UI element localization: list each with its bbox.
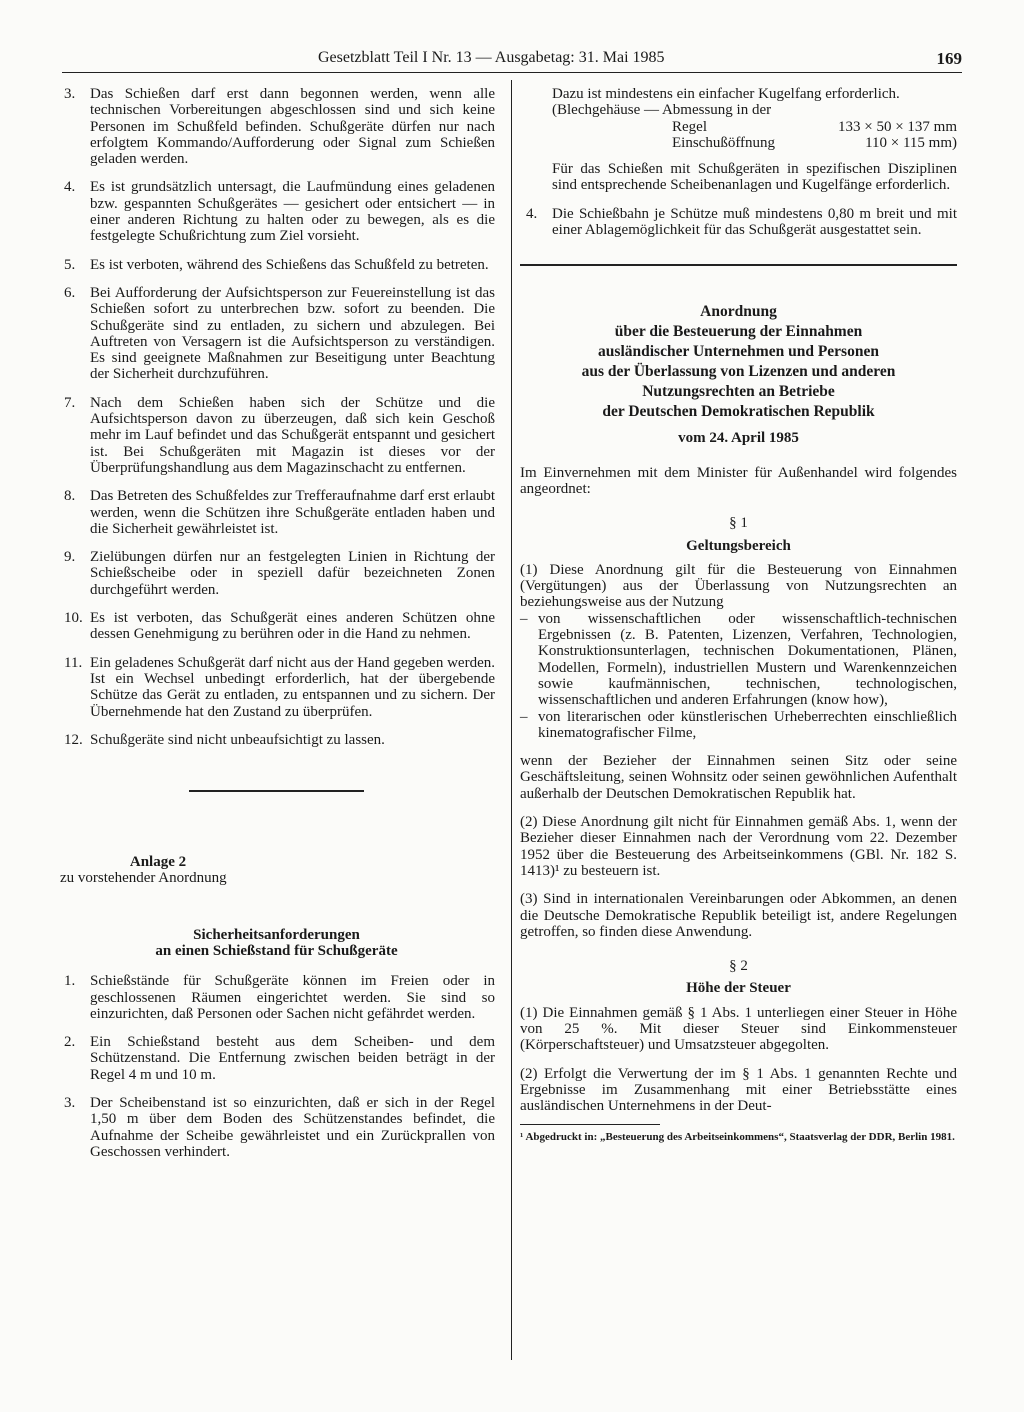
list-item xyxy=(58,285,495,383)
item-text: Ein Schießstand besteht aus dem Scheiben- und dem Schützenstand. Die Entfernung zwischen beiden beträgt in der Regel 4 m und 10 m. xyxy=(90,1034,495,1083)
item-text: Der Scheibenstand ist so einzurichten, daß er sich in der Regel 1,50 m über dem Boden des Schützenstandes befindet, die Aufnahme der Scheibe gewährleistet und ein Zurückprallen von Geschossen verhindert. xyxy=(90,1095,495,1160)
section-2-paragraph-2: (2) Erfolgt die Verwertung der im § 1 Abs. 1 genannten Rechte und Ergebnisse im Zusammenhang mit einer Betriebsstätte eines ausländischen Unternehmens in der Deut- xyxy=(520,1065,957,1115)
dimensions-block xyxy=(520,102,957,151)
list-item xyxy=(58,610,495,643)
kugelfang-intro: Dazu ist mindestens ein einfacher Kugelfang erforderlich. xyxy=(552,86,900,102)
item-number: 12. xyxy=(64,731,83,748)
item-number: 4. xyxy=(64,179,76,196)
list-item xyxy=(58,488,495,537)
list-item xyxy=(58,1095,495,1160)
item-number: 11. xyxy=(64,654,83,671)
list-item xyxy=(58,732,495,748)
right-column xyxy=(520,86,957,1143)
requirements-list xyxy=(58,973,495,1160)
list-item xyxy=(58,395,495,476)
title-line: über die Besteuerung der Einnahmen xyxy=(614,323,863,341)
section-1-symbol: § 1 xyxy=(729,515,748,532)
left-column xyxy=(58,86,495,1172)
section-title-line-1: Sicherheitsanforderungen xyxy=(193,926,360,943)
item-number: 6. xyxy=(64,284,76,301)
section-2-paragraph-1: (1) Die Einnahmen gemäß § 1 Abs. 1 unterliegen einer Steuer in Höhe von 25 %. Mit dieser Steuer sind Einkommensteuer (Körperschaftsteuer) und Umsatzsteuer abgegolten. xyxy=(520,1004,957,1054)
title-line: Anordnung xyxy=(700,303,777,321)
item-number: 9. xyxy=(64,549,76,566)
item-text: Es ist verboten, während des Schießens das Schußfeld zu betreten. xyxy=(90,256,489,273)
footnote-rule xyxy=(520,1124,660,1125)
section-2-heading: Höhe der Steuer xyxy=(686,980,791,997)
rules-list xyxy=(58,86,495,748)
list-item xyxy=(58,257,495,273)
anlage-subtitle: zu vorstehender Anordnung xyxy=(60,870,227,887)
dash-marker: – xyxy=(520,708,528,725)
ordinance-title xyxy=(520,302,957,422)
header-title: Gesetzblatt Teil I Nr. 13 — Ausgabetag: 31. Mai 1985 xyxy=(318,49,665,66)
item-number: 1. xyxy=(64,973,76,990)
item-text: Es ist verboten, das Schußgerät eines anderen Schützen ohne dessen Genehmigung zu berühren oder in die Hand zu nehmen. xyxy=(90,610,495,643)
item-number: 3. xyxy=(64,1095,76,1112)
dash-text-2: von literarischen oder künstlerischen Urheberrechten einschließlich kinematografischer Filme, xyxy=(538,708,957,741)
title-line: aus der Überlassung von Lizenzen und anderen xyxy=(581,363,896,381)
ordinance-date: vom 24. April 1985 xyxy=(678,430,799,447)
title-line: der Deutschen Demokratischen Republik xyxy=(602,403,875,421)
special-disciplines-text: Für das Schießen mit Schußgeräten in spezifischen Disziplinen sind entsprechende Scheibenanlagen und Kugelfänge erforderlich. xyxy=(552,161,957,194)
list-item xyxy=(58,973,495,1022)
item-number: 8. xyxy=(64,488,76,505)
item-number: 3. xyxy=(64,86,76,102)
title-line: Nutzungsrechten an Betriebe xyxy=(642,383,835,401)
item-text: Schießstände für Schußgeräte können im Freien oder in geschlossenen Räumen eingerichtet werden. Sie sind so einzurichten, daß Personen oder Sachen nicht gefährdet werden. xyxy=(90,973,495,1022)
section-1-paragraph-3: (3) Sind in internationalen Vereinbarungen oder Abkommen, an denen die Deutsche Demokratische Republik beteiligt ist, andere Regelungen getroffen, so finden diese Anwendung. xyxy=(520,891,957,940)
item-number: 10. xyxy=(64,610,83,627)
item-text: Es ist grundsätzlich untersagt, die Laufmündung eines geladenen bzw. gespannten Schußgerätes — gesichert oder entsichert — in einer anderen Richtung zu halten oder zu bewegen, als es die festgelegte Schußrichtung zum Ziel vorsieht. xyxy=(90,179,495,245)
item-text: Das Schießen darf erst dann begonnen werden, wenn alle technischen Vorbereitungen abgeschlossen sind und sich keine Personen im Schußfeld befinden. Schußgeräte dürfen nur nach erfolgtem Kommando/Aufforderung oder Signal zum Schießen geladen werden. xyxy=(90,86,495,168)
item-text: Die Schießbahn je Schütze muß mindestens 0,80 m breit und mit einer Ablagemöglichkeit für das Schußgerät ausgestattet sein. xyxy=(552,205,957,239)
item-text: Ein geladenes Schußgerät darf nicht aus der Hand gegeben werden. Ist ein Wechsel unbedingt erforderlich, hat der übergebende Schütze das Gerät zu entladen, zu entspannen und zu sichern. Der Übernehmende hat den Zustand zu überprüfen. xyxy=(90,654,495,720)
item-text: Nach dem Schießen haben sich der Schütze und die Aufsichtsperson davon zu überzeugen, daß sich kein Geschoß mehr im Lauf befindet und das Schußgerät entspannt und gesichert ist. Bei Schußgeräten mit Magazin ist dieses vor der Überprüfungshandlung aus dem Magazinschacht zu entfernen. xyxy=(90,394,495,476)
list-item xyxy=(58,179,495,244)
section-1-paragraph-1: (1) Diese Anordnung gilt für die Besteuerung von Einnahmen (Vergütungen) aus der Überlassung von Nutzungsrechten an beziehungsweise aus der Nutzung xyxy=(520,561,957,611)
page-header xyxy=(62,49,962,71)
header-rule xyxy=(62,72,962,73)
footnote: ¹ Abgedruckt in: „Besteuerung des Arbeitseinkommens“, Staatsverlag der DDR, Berlin 1981. xyxy=(520,1131,955,1144)
item-number: 2. xyxy=(64,1034,76,1051)
section-1-paragraph-2: (2) Diese Anordnung gilt nicht für Einnahmen gemäß Abs. 1, wenn der Bezieher dieser Einnahmen nach der Verordnung vom 22. Dezember 1952 über die Besteuerung des Arbeitseinkommens (GBl. Nr. 182 S. 1413)¹ zu besteuern ist. xyxy=(520,814,957,879)
dimensions-value-2: 133 × 50 × 137 mm xyxy=(837,118,957,135)
title-line: ausländischer Unternehmen und Personen xyxy=(598,343,879,361)
section-1-heading: Geltungsbereich xyxy=(686,537,791,554)
dimensions-label-3: Einschußöffnung xyxy=(672,134,776,151)
section-2-symbol: § 2 xyxy=(729,958,748,975)
list-item xyxy=(520,709,957,742)
item-text: Zielübungen dürfen nur an festgelegten Linien in Richtung der Schießscheibe oder in speziell dafür bezeichneten Zonen durchgeführt werden. xyxy=(90,549,495,598)
anlage-title: Anlage 2 xyxy=(129,854,187,871)
dimensions-value-3: 110 × 115 mm) xyxy=(865,134,957,151)
list-item xyxy=(58,86,495,167)
item-number: 4. xyxy=(526,205,538,222)
item-text: Das Betreten des Schußfeldes zur Trefferaufnahme darf erst erlaubt werden, wenn die Schützen ihre Schußgeräte entladen haben und die Sicherheit gewährleistet ist. xyxy=(90,488,495,537)
item-text: Bei Aufforderung der Aufsichtsperson zur Feuereinstellung ist das Schießen sofort zu unterbrechen bzw. sofort zu beenden. Die Schußgeräte sind zu entladen, zu sichern und abzulegen. Bei Auftreten von Versagern ist die Aufsichtsperson zu verständigen. Es sind geeignete Maßnahmen zur Beseitigung unter Beachtung der Sicherheit durchzuführen. xyxy=(90,284,495,383)
list-item xyxy=(58,1034,495,1083)
list-item xyxy=(520,611,957,709)
dimensions-label-1: (Blechgehäuse — Abmessung in der xyxy=(552,102,772,119)
item-text: Schußgeräte sind nicht unbeaufsichtigt zu lassen. xyxy=(90,731,385,748)
section-1-paragraph-1-continued: wenn der Bezieher der Einnahmen seinen Sitz oder seine Geschäftsleitung, seinen Wohnsitz oder seinen gewöhnlichen Aufenthalt außerhalb der Deutschen Demokratischen Republik hat. xyxy=(520,753,957,802)
page-number: 169 xyxy=(936,49,962,68)
dash-text-1: von wissenschaftlichen oder wissenschaftlich-technischen Ergebnissen (z. B. Patenten, Lizenzen, Verfahren, Technologien, Konstruktionsunterlagen, technischen Dokumentationen, Plänen, Modellen, Formeln), industriellen Mustern und Warenkennzeichen sowie kaufmännischen, technischen, technologischen, wissenschaftlichen und anderen Erfahrungen (know how), xyxy=(538,610,957,709)
list-item xyxy=(58,549,495,598)
item-number: 5. xyxy=(64,256,76,273)
dimensions-label-2: Regel xyxy=(672,118,707,135)
column-divider xyxy=(511,80,512,1360)
dash-marker: – xyxy=(520,610,528,627)
preamble: Im Einvernehmen mit dem Minister für Außenhandel wird folgendes angeordnet: xyxy=(520,464,957,497)
list-item xyxy=(58,655,495,720)
section-title-line-2: an einen Schießstand für Schußgeräte xyxy=(155,942,398,959)
item-number: 7. xyxy=(64,394,76,411)
list-item xyxy=(520,206,957,239)
